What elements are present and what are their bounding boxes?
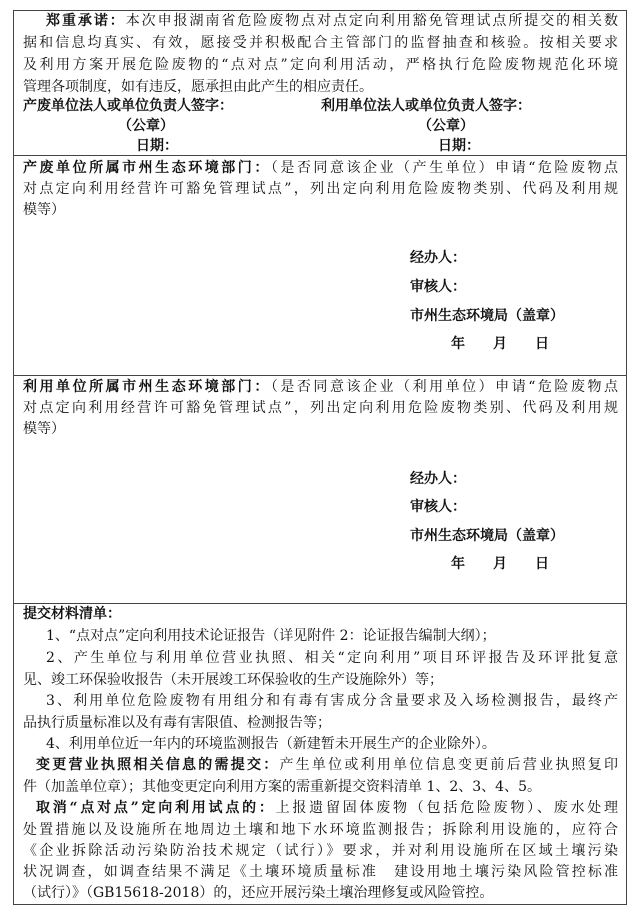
producer-dept-section	[13, 155, 627, 376]
user-dept-line: 模等）	[23, 421, 65, 437]
bureau-seal-label: 市州生态环境局（盖章）	[410, 308, 564, 324]
user-dept-text: （是否同意该企业（利用单位）申请“危险废物点	[270, 379, 619, 395]
commitment-line: 管理各项制度，如有违反，愿承担由此产生的相应责任。	[23, 79, 373, 95]
reviewer-label: 审核人：	[410, 499, 466, 515]
commitment-line	[46, 10, 618, 32]
change-heading: 变更营业执照相关信息的需提交：	[36, 757, 280, 773]
materials-item: 见、竣工环保验收报告（未开展竣工环保验收的生产设施除外）等；	[23, 672, 443, 688]
materials-item: 3、利用单位危险废物有用组分和有毒有害成分含量要求及入场检测报告，最终产	[46, 693, 618, 709]
bureau-seal-label: 市州生态环境局（盖章）	[410, 528, 564, 544]
materials-item: 4、利用单位近一年内的环境监测报告（新建暂未开展生产的企业除外）。	[46, 736, 496, 752]
materials-section	[13, 603, 627, 905]
producer-dept-line: 对点定向利用经营许可豁免管理试点”，列出定向利用危险废物类别、代码及利用规	[23, 181, 618, 197]
materials-item: 品执行质量标准以及有毒有害限值、检测报告等；	[23, 715, 331, 731]
commitment-section	[13, 10, 627, 156]
producer-dept-text: （是否同意该企业（产生单位）申请“危险废物点	[270, 160, 619, 176]
handler-label: 经办人：	[410, 250, 466, 266]
handler-label: 经办人：	[410, 471, 466, 487]
user-dept-line: 对点定向利用经营许可豁免管理试点”，列出定向利用危险废物类别、代码及利用规	[23, 400, 618, 416]
cancel-line: （试行）》（GB15618-2018）的，还应开展污染土壤治理修复或风险管控。	[23, 885, 494, 901]
change-line	[36, 754, 618, 776]
date-label: 年 月 日	[451, 336, 549, 352]
user-dept-heading: 利用单位所属市州生态环境部门：	[23, 379, 271, 395]
producer-dept-line: 模等）	[23, 202, 65, 218]
producer-signature-label: 产废单位法人或单位负责人签字：	[23, 98, 233, 114]
commitment-line: 据和信息均真实、有效，愿接受并积极配合主管部门的监督抽查和核验。按相关要求	[23, 35, 618, 51]
change-line: 件（加盖单位章）；其他变更定向利用方案的需重新提交资料清单 1、2、3、4、5。	[23, 779, 541, 795]
producer-seal-label: （公章）	[118, 118, 174, 134]
user-seal-label: （公章）	[418, 118, 474, 134]
cancel-line	[36, 797, 618, 819]
date-label: 年 月 日	[451, 556, 549, 572]
user-signature-label: 利用单位法人或单位负责人签字：	[321, 98, 531, 114]
commitment-line: 及利用方案开展危险废物的“点对点”定向利用活动，严格执行危险废物规范化环境	[23, 57, 618, 73]
cancel-heading: 取消“点对点”定向利用试点的：	[36, 800, 276, 816]
cancel-line: 《企业拆除活动污染防治技术规定（试行）》要求，并对利用设施所在区域土壤污染	[23, 843, 618, 859]
producer-date-label: 日期：	[136, 138, 178, 154]
materials-item: 1、“点对点”定向利用技术论证报告（详见附件 2：论证报告编制大纲）；	[46, 628, 496, 644]
producer-dept-line	[23, 157, 618, 179]
user-dept-section	[13, 375, 627, 604]
cancel-text: 上报遗留固体废物（包括危险废物）、废水处理	[275, 800, 619, 816]
reviewer-label: 审核人：	[410, 279, 466, 295]
user-dept-line	[23, 376, 618, 398]
user-date-label: 日期：	[438, 138, 480, 154]
producer-dept-heading: 产废单位所属市州生态环境部门：	[23, 160, 271, 176]
commitment-heading: 郑重承诺：	[46, 13, 126, 29]
materials-item: 2、产生单位与利用单位营业执照、相关“定向利用”项目环评报告及环评批复意	[46, 650, 618, 666]
cancel-line: 状况调查，如调查结果不满足《土壤环境质量标准 建设用地土壤污染风险管控标准	[23, 864, 618, 880]
materials-heading: 提交材料清单：	[23, 606, 121, 622]
change-text: 产生单位或利用单位信息变更前后营业执照复印	[279, 757, 619, 773]
commitment-text: 本次申报湖南省危险废物点对点定向利用豁免管理试点所提交的相关数	[125, 13, 619, 29]
cancel-line: 处置措施以及设施所在地周边土壤和地下水环境监测报告；拆除利用设施的，应符合	[23, 822, 618, 838]
